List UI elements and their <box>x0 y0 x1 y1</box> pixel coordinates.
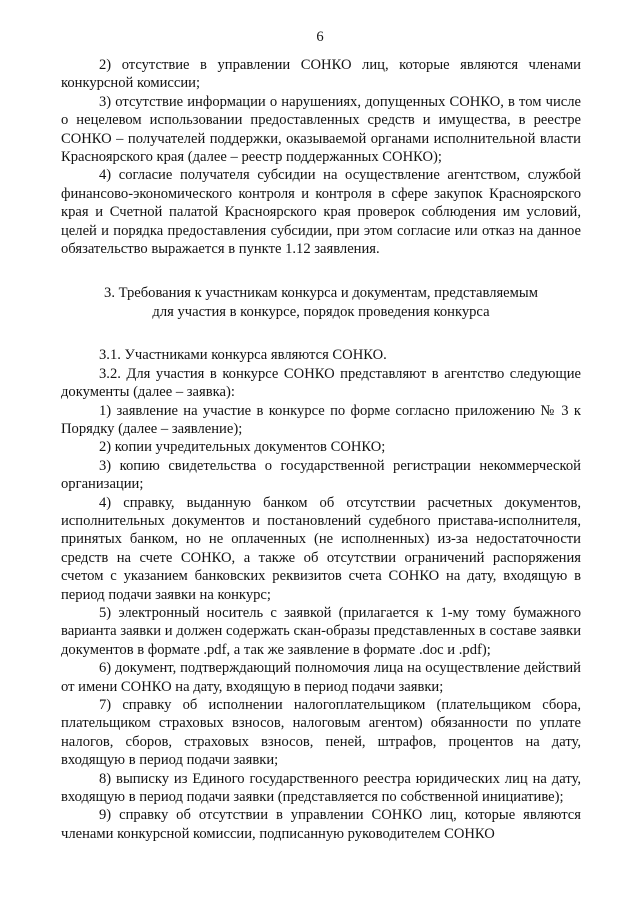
doc-item-3-registration-certificate: 3) копию свидетельства о государственной регистрации некоммерческой организации; <box>61 457 581 493</box>
list-item-2-no-commission-members: 2) отсутствие в управлении СОНКО лиц, которые являются членами конкурсной комиссии; <box>61 57 581 92</box>
list-item-4-consent-to-audit: 4) согласие получателя субсидии на осуществление агентством, службой финансово-экономического контроля и контроля в сфере закупок Красноярского края и Счетной палатой Красноярского края проверок соблюдения им условий, целей и порядка предоставления субсидии, при этом согласие или отказ на данное обязательство выражается в пункте 1.12 заявления. <box>61 167 581 258</box>
page-number: 6 <box>316 29 324 45</box>
section-3-title <box>61 284 581 321</box>
doc-item-8-registry-extract: 8) выписку из Единого государственного реестра юридических лиц на дату, входящую в период подачи заявки (представляется по собственной инициативе); <box>61 770 581 806</box>
doc-item-9-no-commission-members-certificate: 9) справку об отсутствии в управлении СОНКО лиц, которые являются членами конкурсной комиссии, подписанную руководителем СОНКО <box>61 807 581 842</box>
document-body <box>61 56 581 843</box>
doc-item-2-charter-copies: 2) копии учредительных документов СОНКО; <box>99 439 386 456</box>
doc-item-5-electronic-media: 5) электронный носитель с заявкой (прилагается к 1-му тому бумажного варианта заявки и должен содержать скан-образы представленных в составе заявки документов в формате .pdf, а так же заявление в формате .doc и .pdf); <box>61 604 581 658</box>
clause-3-2: 3.2. Для участия в конкурсе СОНКО представляют в агентство следующие документы (далее – заявка): <box>61 365 581 401</box>
doc-item-4-bank-certificate: 4) справку, выданную банком об отсутствии расчетных документов, исполнительных документов и постановлений судебного пристава-исполнителя, принятых банком, но не оплаченных (не исполненных) из-за недостаточности средств на счете СОНКО, а также об отсутствии ограничений распоряжения счетом с указанием банковских реквизитов счета СОНКО на дату, входящую в период подачи заявки на конкурс; <box>61 494 581 603</box>
section-title-line-2: для участия в конкурсе, порядок проведения конкурса <box>152 303 490 320</box>
section-title-line-1: 3. Требования к участникам конкурса и документам, представляемым <box>104 285 538 302</box>
doc-item-7-tax-certificate: 7) справку об исполнении налогоплательщиком (плательщиком сбора, плательщиком страховых взносов, налоговым агентом) обязанности по уплате налогов, сборов, страховых взносов, пеней, штрафов, процентов на дату, входящую в период подачи заявки; <box>61 697 581 769</box>
doc-item-6-authority-document: 6) документ, подтверждающий полномочия лица на осуществление действий от имени СОНКО на дату, входящую в период подачи заявки; <box>61 660 581 695</box>
clause-3-1: 3.1. Участниками конкурса являются СОНКО. <box>99 347 387 364</box>
doc-item-1-application: 1) заявление на участие в конкурсе по форме согласно приложению № 3 к Порядку (далее – заявление); <box>61 402 581 437</box>
list-item-3-no-violations: 3) отсутствие информации о нарушениях, допущенных СОНКО, в том числе о нецелевом использовании предоставленных средств и имущества, в реестре СОНКО – получателей поддержки, оказываемой органами исполнительной власти Красноярского края (далее – реестр поддержанных СОНКО); <box>61 93 581 166</box>
